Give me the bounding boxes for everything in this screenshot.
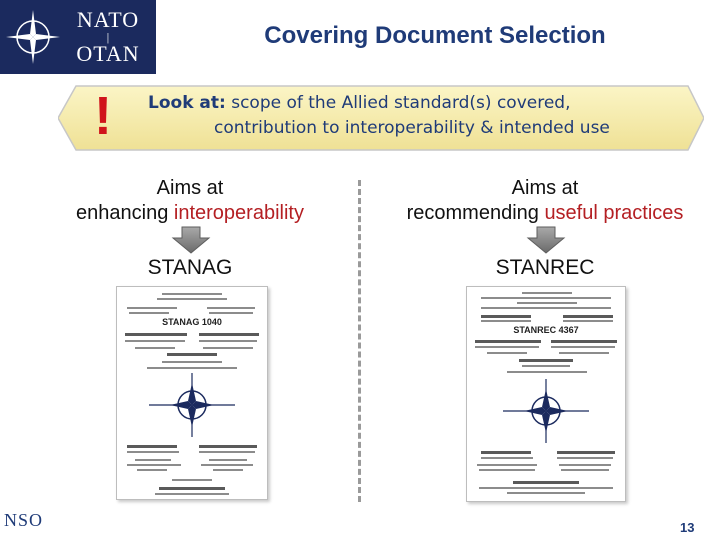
left-column-heading bbox=[40, 176, 340, 226]
column-divider bbox=[358, 180, 361, 502]
doc-text-line bbox=[475, 340, 541, 343]
doc-text-line bbox=[557, 451, 615, 454]
doc-text-line bbox=[563, 320, 613, 322]
doc-text-line bbox=[213, 469, 243, 471]
callout-label: Look at: bbox=[148, 93, 226, 113]
doc-text-line bbox=[519, 359, 573, 362]
doc-text-line bbox=[479, 487, 613, 489]
left-aims-target bbox=[40, 201, 340, 226]
doc-text-line bbox=[159, 487, 225, 490]
doc-text-line bbox=[127, 307, 177, 309]
page-title: Covering Document Selection bbox=[264, 22, 606, 49]
doc-text-line bbox=[125, 333, 187, 336]
callout-line-1 bbox=[148, 93, 571, 113]
doc-text-line bbox=[481, 451, 531, 454]
doc-text-line bbox=[135, 459, 171, 461]
doc-text-line bbox=[559, 464, 611, 466]
callout-line-2: contribution to interoperability & intended use bbox=[214, 118, 610, 138]
nato-star-icon bbox=[149, 373, 235, 437]
doc-text-line bbox=[551, 340, 617, 343]
stanag-doc-code: STANAG 1040 bbox=[162, 317, 222, 327]
stanrec-doc-code: STANREC 4367 bbox=[513, 325, 579, 335]
stanag-cover-thumbnail bbox=[116, 286, 268, 500]
doc-text-line bbox=[481, 320, 531, 322]
nato-logo bbox=[0, 0, 156, 74]
doc-text-line bbox=[517, 302, 577, 304]
doc-text-line bbox=[207, 307, 255, 309]
doc-text-line bbox=[201, 464, 253, 466]
doc-text-line bbox=[475, 346, 539, 348]
logo-nato-text: NATO bbox=[76, 7, 140, 32]
doc-text-line bbox=[559, 352, 609, 354]
doc-text-line bbox=[172, 479, 212, 481]
nato-compass-icon bbox=[0, 0, 66, 74]
doc-text-line bbox=[522, 292, 572, 294]
doc-text-line bbox=[481, 297, 611, 299]
doc-text-line bbox=[127, 445, 177, 448]
right-aims-at: Aims at bbox=[511, 177, 579, 199]
doc-text-line bbox=[127, 464, 181, 466]
left-aims-at: Aims at bbox=[156, 177, 224, 199]
doc-text-line bbox=[481, 307, 611, 309]
doc-text-line bbox=[199, 333, 259, 336]
callout-text-1: scope of the Allied standard(s) covered, bbox=[225, 93, 571, 113]
doc-text-line bbox=[479, 469, 535, 471]
doc-text-line bbox=[551, 346, 615, 348]
doc-text-line bbox=[481, 315, 531, 318]
doc-text-line bbox=[137, 469, 167, 471]
right-aims-prefix: recommending bbox=[406, 202, 545, 224]
doc-text-line bbox=[477, 464, 537, 466]
look-at-callout bbox=[58, 84, 704, 152]
nso-logo: NSO bbox=[4, 510, 44, 530]
stanrec-cover-thumbnail bbox=[466, 286, 626, 502]
doc-text-line bbox=[167, 353, 217, 356]
doc-text-line bbox=[157, 298, 227, 300]
doc-text-line bbox=[162, 293, 222, 295]
right-column-heading bbox=[380, 176, 710, 226]
doc-text-line bbox=[199, 445, 257, 448]
right-down-arrow-icon bbox=[526, 226, 566, 254]
doc-text-line bbox=[199, 451, 255, 453]
left-doc-type: STANAG bbox=[147, 256, 233, 279]
doc-text-line bbox=[147, 367, 237, 369]
left-aims-prefix: enhancing bbox=[76, 202, 174, 224]
doc-text-line bbox=[155, 493, 229, 495]
nato-star-icon bbox=[503, 379, 589, 443]
doc-text-line bbox=[209, 459, 247, 461]
doc-text-line bbox=[487, 352, 527, 354]
warning-exclamation-icon: ! bbox=[94, 86, 112, 146]
doc-text-line bbox=[513, 481, 579, 484]
doc-text-line bbox=[563, 315, 613, 318]
doc-text-line bbox=[135, 347, 175, 349]
doc-text-line bbox=[125, 340, 185, 342]
doc-text-line bbox=[162, 361, 222, 363]
doc-text-line bbox=[127, 451, 179, 453]
doc-text-line bbox=[209, 312, 253, 314]
right-aims-highlight: useful practices bbox=[544, 202, 684, 224]
doc-text-line bbox=[507, 492, 585, 494]
right-aims-target bbox=[380, 201, 710, 226]
left-aims-highlight: interoperability bbox=[173, 202, 304, 224]
doc-text-line bbox=[522, 365, 570, 367]
logo-otan-text: OTAN bbox=[76, 41, 140, 66]
logo-separator: | bbox=[106, 30, 110, 44]
doc-text-line bbox=[199, 340, 257, 342]
right-doc-type: STANREC bbox=[495, 256, 595, 279]
doc-text-line bbox=[557, 457, 613, 459]
doc-text-line bbox=[561, 469, 609, 471]
doc-text-line bbox=[129, 312, 169, 314]
doc-text-line bbox=[481, 457, 533, 459]
doc-text-line bbox=[203, 347, 253, 349]
doc-text-line bbox=[507, 371, 587, 373]
page-number: 13 bbox=[680, 520, 695, 535]
left-down-arrow-icon bbox=[171, 226, 211, 254]
